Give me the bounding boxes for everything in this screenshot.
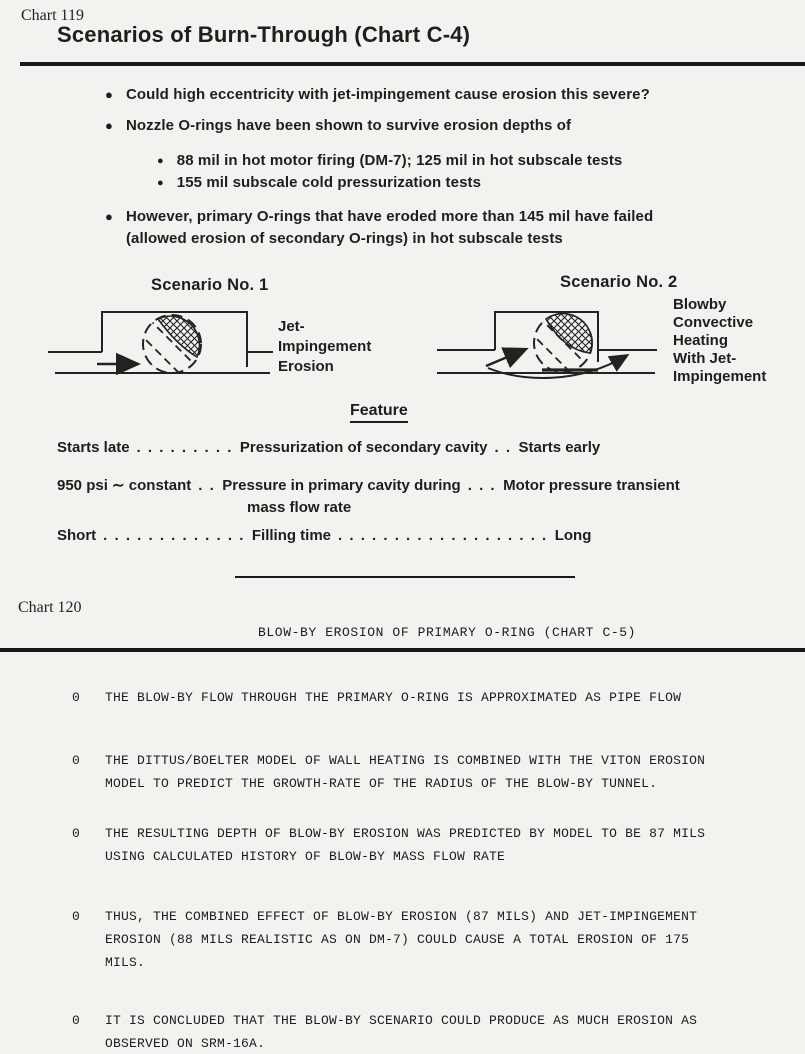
dot-leader: . . <box>494 439 512 456</box>
bullet-marker: 0 <box>72 753 81 768</box>
bullet-item <box>105 115 745 137</box>
sub-bullet-item <box>157 150 757 172</box>
bullet-item <box>105 905 745 974</box>
scenario-1-title: Scenario No. 1 <box>151 276 269 294</box>
bullet-item <box>105 749 745 795</box>
scenario2-value: Motor pressure transient <box>503 477 680 494</box>
chart-120-corner-label: Chart 120 <box>18 599 82 616</box>
title-rule <box>20 62 805 66</box>
bullet-dot-icon: ● <box>105 118 113 133</box>
bullet-text-line: THE DITTUS/BOELTER MODEL OF WALL HEATING IS COMBINED WITH THE VITON EROSION <box>105 753 706 768</box>
feature-row <box>57 439 600 456</box>
bullet-dot-icon: ● <box>157 177 164 189</box>
dot-leader: . . . . . . . . . . . . . . . . . . . <box>338 527 548 544</box>
label-line: Impingement <box>673 368 767 385</box>
label-line: Jet- <box>278 318 305 335</box>
bullet-text-line: However, primary O-rings that have eroded more than 145 mil have failed <box>125 208 654 225</box>
dot-leader: . . . <box>467 477 497 494</box>
bullet-item <box>105 1009 745 1054</box>
erosion-crosshatch <box>158 316 200 357</box>
bullet-dot-icon: ● <box>105 209 113 224</box>
label-line: Erosion <box>278 358 334 375</box>
scenario-2-label <box>673 296 766 386</box>
bullet-text-line: OBSERVED ON SRM-16A. <box>105 1036 266 1051</box>
bullet-text: Nozzle O-rings have been shown to survive erosion depths of <box>125 117 572 134</box>
scenario1-value: Starts late <box>57 439 130 456</box>
scenario2-value: Long <box>554 527 592 544</box>
feature-heading: Feature <box>350 402 408 423</box>
bullet-item <box>105 206 765 250</box>
scenario1-value: Short <box>57 527 97 544</box>
chart-119-corner-label: Chart 119 <box>21 7 84 24</box>
bullet-text: Could high eccentricity with jet-impingement cause erosion this severe? <box>125 86 650 103</box>
feature-row <box>57 527 591 544</box>
label-line: Impingement <box>278 338 372 355</box>
feature-name: Pressure in primary cavity during <box>222 477 461 494</box>
dot-leader: . . . . . . . . . <box>136 439 233 456</box>
scenario-1-label <box>278 317 371 377</box>
bullet-text-line: (allowed erosion of secondary O-rings) in hot subscale tests <box>125 230 563 247</box>
dot-leader: . . <box>198 477 216 494</box>
label-line: With Jet- <box>673 350 737 367</box>
bullet-item <box>105 84 745 106</box>
bullet-text-line: MILS. <box>105 955 146 970</box>
scenario1-value: 950 psi ∼ constant <box>57 477 192 494</box>
bullet-marker: 0 <box>72 909 81 924</box>
jet-flow-arrow <box>486 350 524 366</box>
sub-bullet-text: 88 mil in hot motor firing (DM-7); 125 mil in hot subscale tests <box>176 152 623 169</box>
feature-name-wrap-line: mass flow rate <box>247 499 352 516</box>
bullet-text-line: IT IS CONCLUDED THAT THE BLOW-BY SCENARIO COULD PRODUCE AS MUCH EROSION AS <box>105 1013 698 1028</box>
dot-leader: . . . . . . . . . . . . . <box>103 527 245 544</box>
title-rule <box>0 648 805 652</box>
section-divider-rule <box>235 576 575 578</box>
bullet-dot-icon: ● <box>105 87 113 102</box>
bullet-text-line: EROSION (88 MILS REALISTIC AS ON DM-7) COULD CAUSE A TOTAL EROSION OF 175 <box>105 932 690 947</box>
label-line: Blowby <box>673 296 727 313</box>
bullet-text-line: MODEL TO PREDICT THE GROWTH-RATE OF THE RADIUS OF THE BLOW-BY TUNNEL. <box>105 776 658 791</box>
scenario-2-diagram <box>428 300 678 380</box>
chart-119-title: Scenarios of Burn-Through (Chart C-4) <box>57 22 471 47</box>
sub-bullet-text: 155 mil subscale cold pressurization tests <box>176 174 482 191</box>
chart-120-title: BLOW-BY EROSION OF PRIMARY O-RING (CHART C-5) <box>258 625 637 640</box>
sub-bullet-item <box>157 172 757 194</box>
bullet-marker: 0 <box>72 826 81 841</box>
label-line: Heating <box>673 332 729 349</box>
bullet-text-line: USING CALCULATED HISTORY OF BLOW-BY MASS FLOW RATE <box>105 849 506 864</box>
feature-name: Pressurization of secondary cavity <box>239 439 488 456</box>
scenario2-value: Starts early <box>518 439 601 456</box>
bullet-item <box>105 822 745 868</box>
scenario-2-title: Scenario No. 2 <box>560 273 678 291</box>
scenario-1-diagram <box>44 300 279 380</box>
bullet-item <box>105 686 745 709</box>
bullet-text <box>126 206 653 250</box>
bullet-dot-icon: ● <box>157 155 164 167</box>
bullet-text-line: THE RESULTING DEPTH OF BLOW-BY EROSION WAS PREDICTED BY MODEL TO BE 87 MILS <box>105 826 706 841</box>
label-line: Convective <box>673 314 754 331</box>
bullet-marker: 0 <box>72 690 81 705</box>
bullet-text-line: THE BLOW-BY FLOW THROUGH THE PRIMARY O-RING IS APPROXIMATED AS PIPE FLOW <box>105 690 682 705</box>
bullet-marker: 0 <box>72 1013 81 1028</box>
bullet-text-line: THUS, THE COMBINED EFFECT OF BLOW-BY EROSION (87 MILS) AND JET-IMPINGEMENT <box>105 909 698 924</box>
feature-row <box>57 476 680 494</box>
feature-name: Filling time <box>251 527 332 544</box>
